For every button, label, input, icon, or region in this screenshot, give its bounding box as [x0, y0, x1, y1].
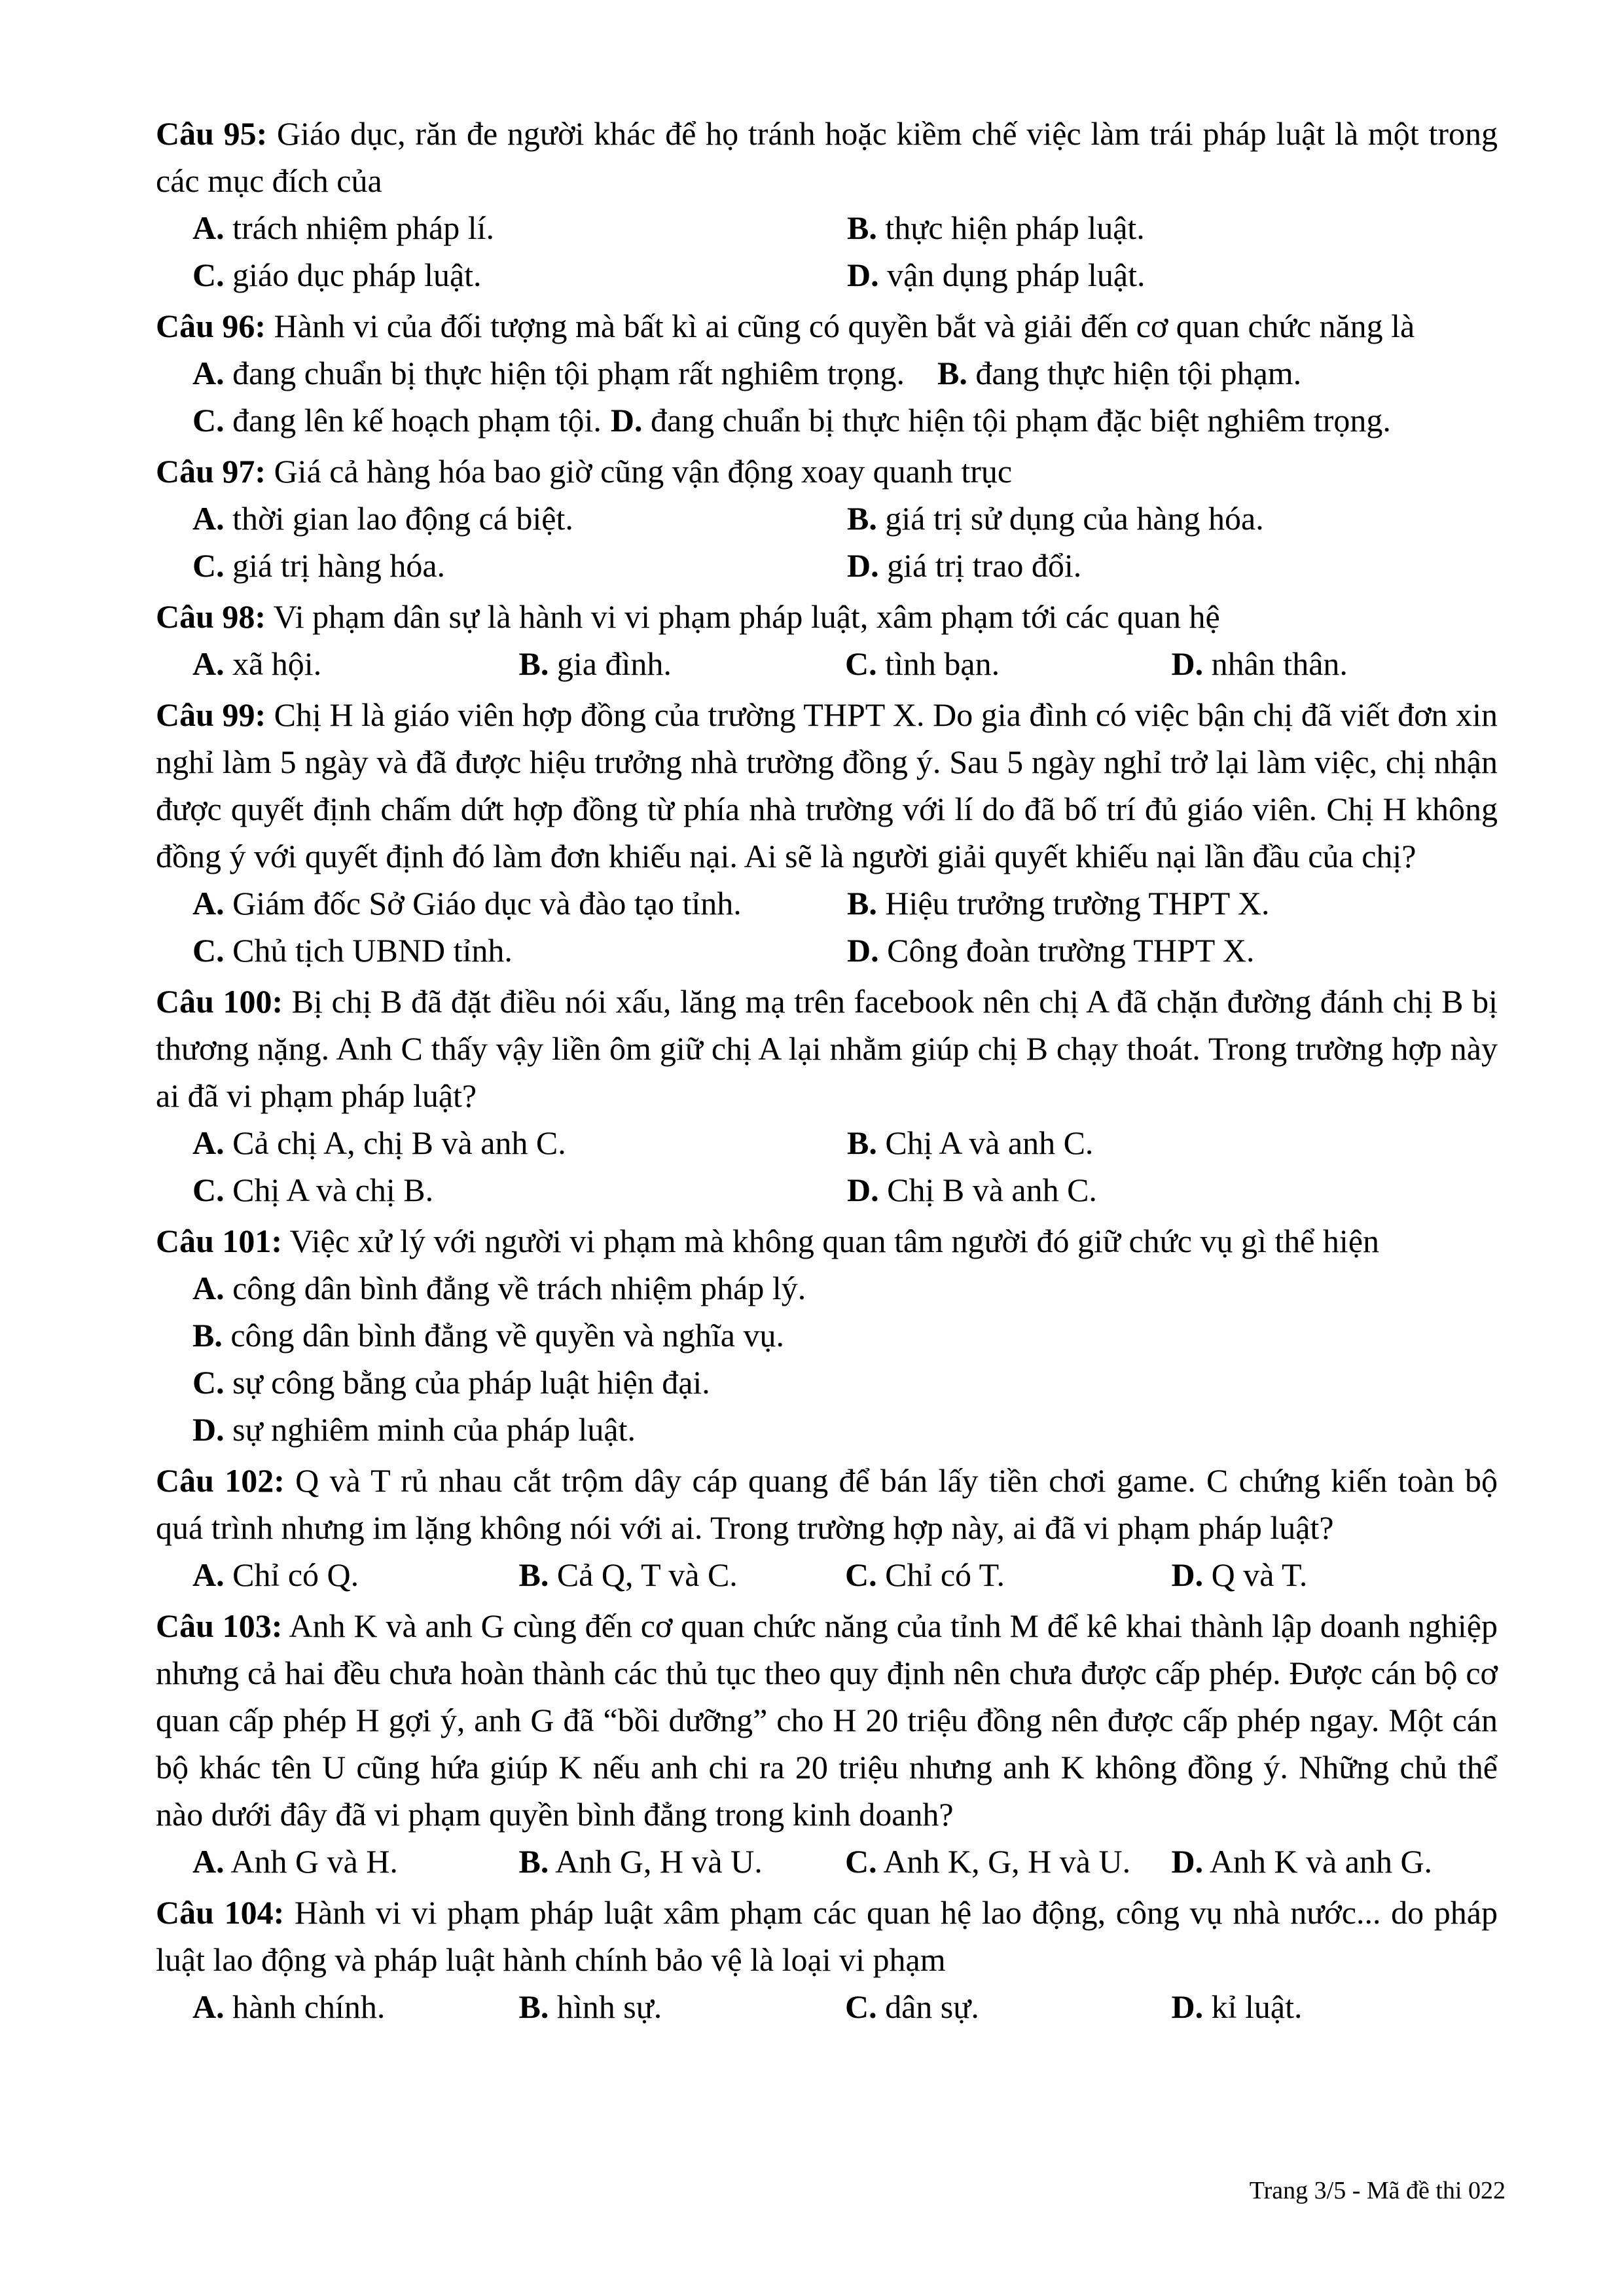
question-number: Câu 102:: [156, 1462, 285, 1499]
option-d[interactable]: D. Công đoàn trường THPT X.: [847, 932, 1255, 969]
option-a[interactable]: A. hành chính.: [192, 1988, 386, 2025]
option-b[interactable]: B. hình sự.: [518, 1988, 662, 2025]
question-97: [156, 448, 1498, 589]
option-c[interactable]: C. dân sự.: [845, 1988, 979, 2025]
option-a[interactable]: A. Anh G và H.: [192, 1843, 398, 1880]
option-d[interactable]: D. nhân thân.: [1171, 645, 1348, 682]
question-96: [156, 302, 1498, 444]
question-number: Câu 103:: [156, 1607, 283, 1644]
option-b[interactable]: B. đang thực hiện tội phạm.: [937, 355, 1302, 391]
option-b[interactable]: B. Anh G, H và U.: [518, 1843, 763, 1880]
option-b[interactable]: B. Cả Q, T và C.: [518, 1556, 738, 1593]
question-99: [156, 691, 1498, 974]
option-a[interactable]: A. Giám đốc Sở Giáo dục và đào tạo tỉnh.: [192, 885, 742, 922]
question-number: Câu 97:: [156, 453, 266, 490]
option-d[interactable]: D. Q và T.: [1171, 1556, 1308, 1593]
question-stem: Vi phạm dân sự là hành vi vi phạm pháp luật, xâm phạm tới các quan hệ: [266, 598, 1220, 635]
question-stem: Việc xử lý với người vi phạm mà không quan tâm người đó giữ chức vụ gì thể hiện: [282, 1223, 1380, 1259]
option-a[interactable]: A. công dân bình đẳng về trách nhiệm pháp lý.: [192, 1270, 806, 1306]
option-c[interactable]: C. đang lên kế hoạch phạm tội.: [192, 402, 602, 439]
question-number: Câu 96:: [156, 308, 266, 344]
option-b[interactable]: B. Chị A và anh C.: [847, 1124, 1094, 1161]
question-number: Câu 99:: [156, 696, 266, 733]
question-list: [156, 110, 1498, 2034]
question-stem: Chị H là giáo viên hợp đồng của trường THPT X. Do gia đình có việc bận chị đã viết đơn xin nghỉ làm 5 ngày và đã được hiệu trưởng nhà trường đồng ý. Sau 5 ngày nghỉ trở lại làm việc, chị nhận được quyết định chấm dứt hợp đồng từ phía nhà trường với lí do đã bố trí đủ giáo viên. Chị H không đồng ý với quyết định đó làm đơn khiếu nại. Ai sẽ là người giải quyết khiếu nại lần đầu của chị?: [156, 696, 1498, 874]
question-101: [156, 1217, 1498, 1453]
option-c[interactable]: C. Anh K, G, H và U.: [845, 1843, 1131, 1880]
option-d[interactable]: D. giá trị trao đổi.: [847, 547, 1082, 584]
question-number: Câu 95:: [156, 115, 268, 152]
option-b[interactable]: B. công dân bình đẳng về quyền và nghĩa vụ.: [192, 1317, 784, 1354]
question-95: [156, 110, 1498, 298]
option-c[interactable]: C. tình bạn.: [845, 645, 1000, 682]
question-stem: Hành vi vi phạm pháp luật xâm phạm các quan hệ lao động, công vụ nhà nước... do pháp luật lao động và pháp luật hành chính bảo vệ là loại vi phạm: [156, 1894, 1498, 1978]
option-c[interactable]: C. Chủ tịch UBND tỉnh.: [192, 932, 513, 969]
option-a[interactable]: A. trách nhiệm pháp lí.: [192, 209, 494, 246]
option-d[interactable]: D. đang chuẩn bị thực hiện tội phạm đặc biệt nghiêm trọng.: [610, 402, 1391, 439]
option-d[interactable]: D. Anh K và anh G.: [1171, 1843, 1433, 1880]
question-stem: Anh K và anh G cùng đến cơ quan chức năng của tỉnh M để kê khai thành lập doanh nghiệp nhưng cả hai đều chưa hoàn thành các thủ tục theo quy định nên chưa được cấp phép. Được cán bộ cơ quan cấp phép H gợi ý, anh G đã “bồi dưỡng” cho H 20 triệu đồng nên được cấp phép ngay. Một cán bộ khác tên U cũng hứa giúp K nếu anh chi ra 20 triệu nhưng anh K không đồng ý. Những chủ thể nào dưới đây đã vi phạm quyền bình đẳng trong kinh doanh?: [156, 1607, 1498, 1833]
option-b[interactable]: B. gia đình.: [518, 645, 672, 682]
question-stem: Giáo dục, răn đe người khác để họ tránh hoặc kiềm chế việc làm trái pháp luật là một trong các mục đích của: [156, 115, 1498, 199]
question-stem: Giá cả hàng hóa bao giờ cũng vận động xoay quanh trục: [266, 453, 1013, 490]
option-b[interactable]: B. Hiệu trưởng trường THPT X.: [847, 885, 1270, 922]
option-d[interactable]: D. Chị B và anh C.: [847, 1172, 1097, 1208]
option-b[interactable]: B. thực hiện pháp luật.: [847, 209, 1145, 246]
question-number: Câu 98:: [156, 598, 266, 635]
option-d[interactable]: D. vận dụng pháp luật.: [847, 257, 1146, 293]
question-103: [156, 1602, 1498, 1885]
question-104: [156, 1889, 1498, 2030]
question-98: [156, 593, 1498, 687]
option-a[interactable]: A. đang chuẩn bị thực hiện tội phạm rất nghiêm trọng.: [192, 355, 905, 391]
question-number: Câu 104:: [156, 1894, 285, 1931]
option-a[interactable]: A. xã hội.: [192, 645, 322, 682]
question-stem: Q và T rủ nhau cắt trộm dây cáp quang để bán lấy tiền chơi game. C chứng kiến toàn bộ quá trình nhưng im lặng không nói với ai. Trong trường hợp này, ai đã vi phạm pháp luật?: [156, 1462, 1498, 1546]
option-a[interactable]: A. Chỉ có Q.: [192, 1556, 359, 1593]
option-a[interactable]: A. Cả chị A, chị B và anh C.: [192, 1124, 566, 1161]
question-102: [156, 1457, 1498, 1598]
option-c[interactable]: C. giá trị hàng hóa.: [192, 547, 446, 584]
question-stem: Hành vi của đối tượng mà bất kì ai cũng có quyền bắt và giải đến cơ quan chức năng là: [266, 308, 1415, 344]
page-footer: Trang 3/5 - Mã đề thi 022: [1249, 2177, 1506, 2204]
option-b[interactable]: B. giá trị sử dụng của hàng hóa.: [847, 500, 1264, 537]
option-c[interactable]: C. Chị A và chị B.: [192, 1172, 434, 1208]
question-stem: Bị chị B đã đặt điều nói xấu, lăng mạ trên facebook nên chị A đã chặn đường đánh chị B bị thương nặng. Anh C thấy vậy liền ôm giữ chị A lại nhằm giúp chị B chạy thoát. Trong trường hợp này ai đã vi phạm pháp luật?: [156, 983, 1498, 1114]
option-c[interactable]: C. sự công bằng của pháp luật hiện đại.: [192, 1364, 710, 1401]
question-number: Câu 101:: [156, 1223, 283, 1259]
option-c[interactable]: C. Chỉ có T.: [845, 1556, 1005, 1593]
option-a[interactable]: A. thời gian lao động cá biệt.: [192, 500, 573, 537]
option-d[interactable]: D. sự nghiêm minh của pháp luật.: [192, 1411, 636, 1448]
option-c[interactable]: C. giáo dục pháp luật.: [192, 257, 482, 293]
question-number: Câu 100:: [156, 983, 283, 1020]
question-100: [156, 978, 1498, 1213]
option-d[interactable]: D. kỉ luật.: [1171, 1988, 1303, 2025]
